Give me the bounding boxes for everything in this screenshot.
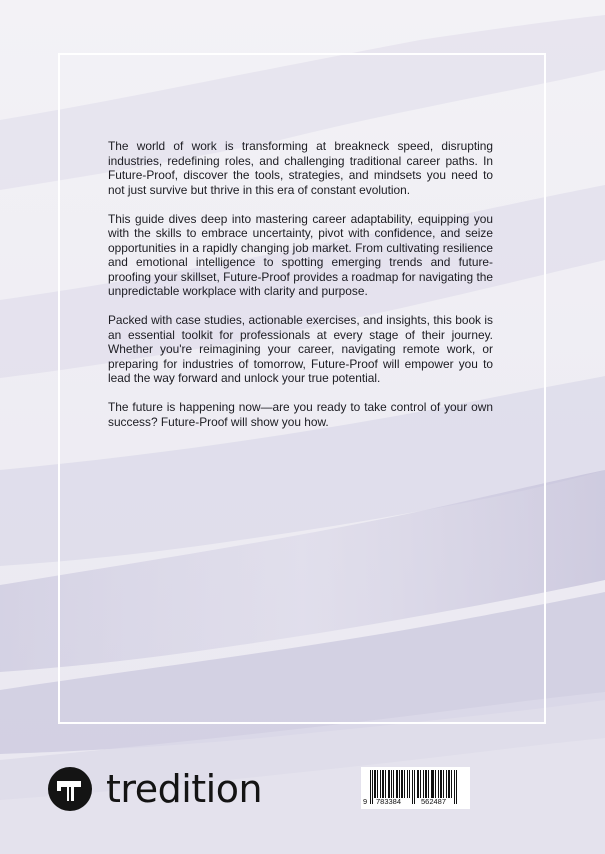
- tredition-logo-icon: [48, 767, 92, 811]
- isbn-barcode: [361, 767, 470, 809]
- barcode-right-group: 562487: [421, 797, 447, 806]
- publisher-logo: [48, 766, 262, 812]
- blurb-paragraph-3: Packed with case studies, actionable exercises, and insights, this book is an essential toolkit for professionals at every stage of their journey. Whether you're reimagining your career, navigating remote work, or preparing for industries of tomorrow, Future-Proof will empower you to lead the way forward and unlock your true potential.: [108, 313, 493, 385]
- blurb-paragraph-4: The future is happening now—are you ready to take control of your own success? Future-Proof will show you how.: [108, 400, 493, 429]
- barcode-lead-digit: 9: [363, 797, 368, 806]
- publisher-name: tredition: [106, 767, 263, 811]
- back-cover-blurb: [108, 139, 493, 444]
- blurb-paragraph-2: This guide dives deep into mastering career adaptability, equipping you with the skills to embrace uncertainty, pivot with confidence, and seize opportunities in a rapidly changing job market. From cultivating resilience and emotional intelligence to spotting emerging trends and future-proofing your skillset, Future-Proof provides a roadmap for navigating the unpredictable workplace with clarity and purpose.: [108, 211, 493, 298]
- blurb-paragraph-1: The world of work is transforming at breakneck speed, disrupting industries, redefining roles, and challenging traditional career paths. In Future-Proof, discover the tools, strategies, and mindsets you need to not just survive but thrive in this era of constant evolution.: [108, 139, 493, 197]
- barcode-left-group: 783384: [376, 797, 402, 806]
